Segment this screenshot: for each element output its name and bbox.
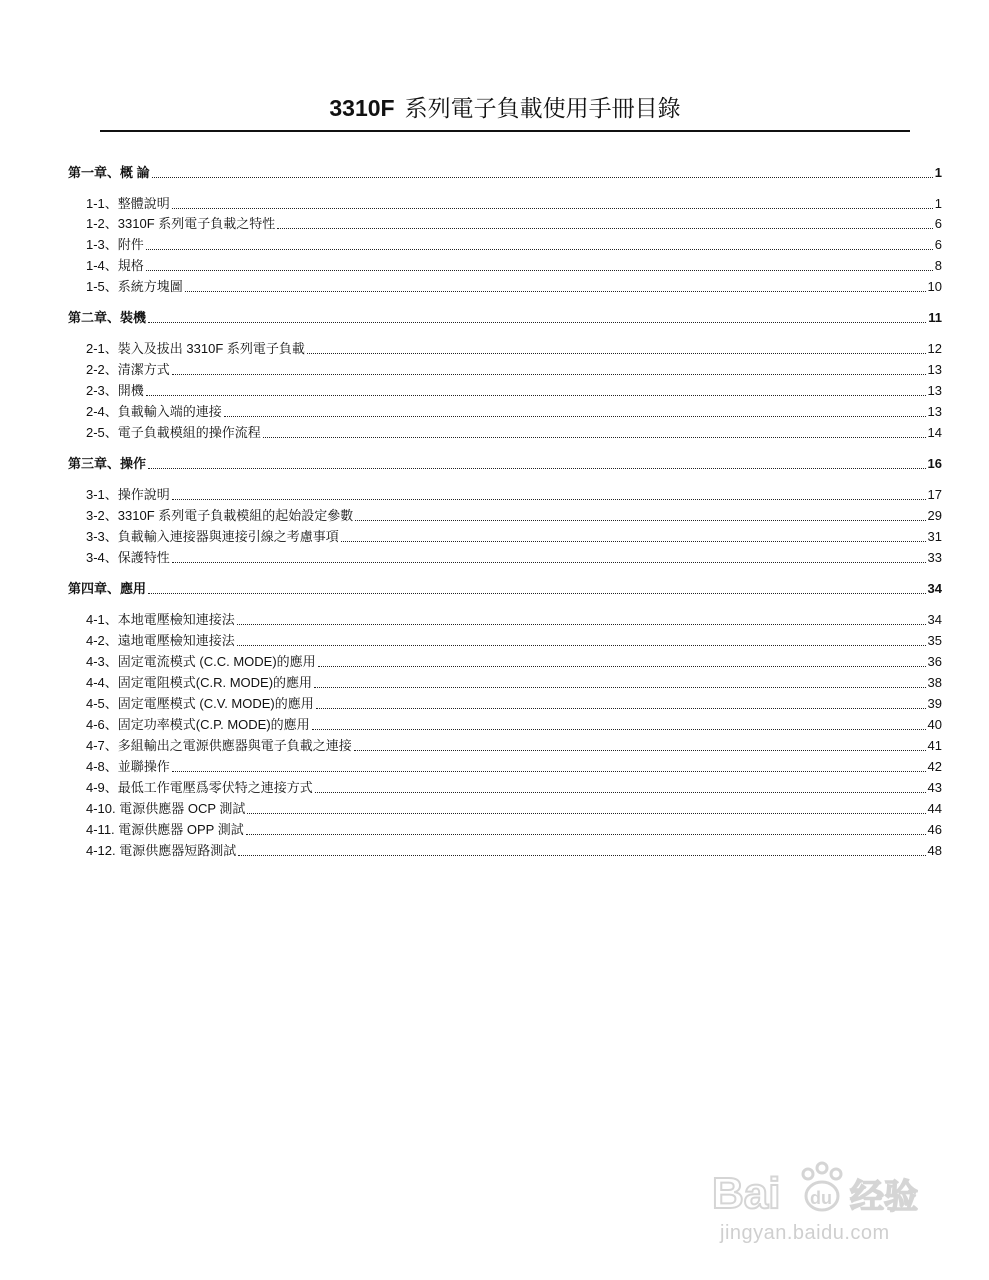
svg-text:du: du bbox=[810, 1188, 832, 1208]
baidu-jingyan-watermark bbox=[700, 1150, 930, 1260]
title-text: 系列電子負載使用手冊目錄 bbox=[404, 96, 681, 122]
toc-section-1-4[interactable] bbox=[86, 257, 942, 275]
toc-label: 1-2、3310F 系列電子負載之特性 bbox=[86, 216, 276, 231]
watermark-url: jingyan.baidu.com bbox=[720, 1222, 890, 1244]
toc-label: 4-8、並聯操作 bbox=[86, 759, 170, 774]
toc-label: 3-4、保護特性 bbox=[86, 550, 170, 565]
toc-section-4-2[interactable] bbox=[86, 632, 942, 650]
dot-leader bbox=[355, 520, 925, 521]
toc-page-number: 17 bbox=[927, 487, 942, 502]
toc-page-number: 41 bbox=[927, 738, 942, 753]
toc-page-number: 44 bbox=[927, 801, 942, 816]
toc-page-number: 16 bbox=[927, 456, 942, 471]
toc-section-3-3[interactable] bbox=[86, 528, 942, 546]
toc-label: 3-2、3310F 系列電子負載模組的起始設定參數 bbox=[86, 508, 354, 523]
dot-leader bbox=[277, 228, 933, 229]
toc-section-3-1[interactable] bbox=[86, 486, 942, 504]
toc-section-4-3[interactable] bbox=[86, 653, 942, 671]
toc-label: 第四章、應用 bbox=[68, 581, 147, 596]
toc-section-4-4[interactable] bbox=[86, 674, 942, 692]
toc-label: 4-7、多組輸出之電源供應器與電子負載之連接 bbox=[86, 738, 352, 753]
toc-page-number: 29 bbox=[927, 508, 942, 523]
dot-leader bbox=[318, 666, 926, 667]
baidu-paw-logo bbox=[710, 1160, 930, 1220]
dot-leader bbox=[148, 593, 926, 594]
dot-leader bbox=[172, 208, 933, 209]
toc-section-4-12[interactable] bbox=[86, 842, 942, 860]
toc-label: 2-2、清潔方式 bbox=[86, 362, 170, 377]
toc-section-4-6[interactable] bbox=[86, 716, 942, 734]
toc-page-number: 13 bbox=[927, 404, 942, 419]
toc-section-1-1[interactable] bbox=[86, 195, 942, 213]
dot-leader bbox=[224, 416, 926, 417]
toc-label: 3-3、負載輸入連接器與連接引線之考慮事項 bbox=[86, 529, 339, 544]
dot-leader bbox=[238, 855, 925, 856]
toc-label: 4-12. 電源供應器短路測試 bbox=[86, 843, 237, 858]
toc-label: 4-1、本地電壓檢知連接法 bbox=[86, 612, 235, 627]
toc-section-4-7[interactable] bbox=[86, 737, 942, 755]
dot-leader bbox=[148, 468, 926, 469]
toc-section-1-5[interactable] bbox=[86, 278, 942, 296]
dot-leader bbox=[307, 353, 926, 354]
toc-label: 3-1、操作說明 bbox=[86, 487, 170, 502]
dot-leader bbox=[316, 708, 926, 709]
svg-text:Bai: Bai bbox=[712, 1169, 781, 1218]
toc-page-number: 1 bbox=[934, 196, 942, 211]
toc-label: 第三章、操作 bbox=[68, 456, 147, 471]
toc-section-1-3[interactable] bbox=[86, 236, 942, 254]
toc-page-number: 40 bbox=[927, 717, 942, 732]
toc-page-number: 48 bbox=[927, 843, 942, 858]
toc-label: 2-1、裝入及拔出 3310F 系列電子負載 bbox=[86, 341, 305, 356]
toc-section-2-2[interactable] bbox=[86, 361, 942, 379]
dot-leader bbox=[172, 771, 926, 772]
toc-label: 4-5、固定電壓模式 (C.V. MODE)的應用 bbox=[86, 696, 314, 711]
toc-label: 4-10. 電源供應器 OCP 測試 bbox=[86, 801, 246, 816]
toc-chapter-2[interactable] bbox=[68, 309, 942, 327]
toc-section-4-10[interactable] bbox=[86, 800, 942, 818]
toc-page-number: 12 bbox=[927, 341, 942, 356]
toc-page-number: 46 bbox=[927, 822, 942, 837]
toc-section-3-4[interactable] bbox=[86, 549, 942, 567]
toc-label: 4-6、固定功率模式(C.P. MODE)的應用 bbox=[86, 717, 310, 732]
toc-page-number: 6 bbox=[934, 216, 942, 231]
toc-label: 4-2、遠地電壓檢知連接法 bbox=[86, 633, 235, 648]
toc-page-number: 33 bbox=[927, 550, 942, 565]
page-title bbox=[100, 92, 910, 125]
toc-page-number: 39 bbox=[927, 696, 942, 711]
toc-label: 1-4、規格 bbox=[86, 258, 144, 273]
toc-chapter-4[interactable] bbox=[68, 580, 942, 598]
dot-leader bbox=[246, 834, 926, 835]
toc-page-number: 10 bbox=[927, 279, 942, 294]
toc-label: 1-3、附件 bbox=[86, 237, 144, 252]
dot-leader bbox=[247, 813, 925, 814]
dot-leader bbox=[341, 541, 926, 542]
dot-leader bbox=[312, 729, 926, 730]
toc-section-4-11[interactable] bbox=[86, 821, 942, 839]
toc-label: 1-5、系統方塊圖 bbox=[86, 279, 183, 294]
toc-label: 4-4、固定電阻模式(C.R. MODE)的應用 bbox=[86, 675, 313, 690]
svg-text:经验: 经验 bbox=[850, 1177, 918, 1217]
toc-page-number: 13 bbox=[927, 362, 942, 377]
dot-leader bbox=[148, 322, 926, 323]
toc-page-number: 13 bbox=[927, 383, 942, 398]
title-model-code: 3310F bbox=[329, 95, 395, 121]
toc-label: 4-11. 電源供應器 OPP 測試 bbox=[86, 822, 244, 837]
dot-leader bbox=[237, 645, 926, 646]
toc-label: 第二章、裝機 bbox=[68, 310, 147, 325]
title-underline bbox=[100, 130, 910, 132]
toc-section-2-4[interactable] bbox=[86, 403, 942, 421]
toc-section-4-5[interactable] bbox=[86, 695, 942, 713]
dot-leader bbox=[314, 687, 925, 688]
toc-section-2-5[interactable] bbox=[86, 424, 942, 442]
toc-label: 2-3、開機 bbox=[86, 383, 144, 398]
toc-page-number: 34 bbox=[927, 612, 942, 627]
dot-leader bbox=[172, 562, 926, 563]
toc-page-number: 6 bbox=[934, 237, 942, 252]
toc-label: 4-9、最低工作電壓爲零伏特之連接方式 bbox=[86, 780, 313, 795]
toc-page-number: 43 bbox=[927, 780, 942, 795]
toc-page-number: 11 bbox=[928, 310, 942, 325]
toc-page-number: 31 bbox=[927, 529, 942, 544]
toc-page-number: 42 bbox=[927, 759, 942, 774]
dot-leader bbox=[172, 374, 926, 375]
dot-leader bbox=[152, 177, 933, 178]
toc-section-4-8[interactable] bbox=[86, 758, 942, 776]
toc-label: 2-5、電子負載模組的操作流程 bbox=[86, 425, 261, 440]
toc-page-number: 14 bbox=[927, 425, 942, 440]
dot-leader bbox=[185, 291, 926, 292]
toc-section-4-1[interactable] bbox=[86, 611, 942, 629]
toc-label: 第一章、概 論 bbox=[68, 165, 150, 180]
dot-leader bbox=[263, 437, 926, 438]
toc-label: 4-3、固定電流模式 (C.C. MODE)的應用 bbox=[86, 654, 316, 669]
dot-leader bbox=[237, 624, 926, 625]
toc-chapter-1[interactable] bbox=[68, 164, 942, 182]
toc-section-4-9[interactable] bbox=[86, 779, 942, 797]
toc-label: 2-4、負載輸入端的連接 bbox=[86, 404, 222, 419]
toc-page-number: 38 bbox=[927, 675, 942, 690]
toc-section-3-2[interactable] bbox=[86, 507, 942, 525]
dot-leader bbox=[146, 395, 926, 396]
dot-leader bbox=[354, 750, 926, 751]
toc-page-number: 35 bbox=[927, 633, 942, 648]
toc-page-number: 1 bbox=[934, 165, 942, 180]
toc-label: 1-1、整體說明 bbox=[86, 196, 170, 211]
toc-section-2-1[interactable] bbox=[86, 340, 942, 358]
toc-page-number: 34 bbox=[927, 581, 942, 596]
dot-leader bbox=[315, 792, 926, 793]
dot-leader bbox=[172, 499, 926, 500]
toc-chapter-3[interactable] bbox=[68, 455, 942, 473]
toc-page-number: 36 bbox=[927, 654, 942, 669]
toc-section-1-2[interactable] bbox=[86, 215, 942, 233]
toc-section-2-3[interactable] bbox=[86, 382, 942, 400]
toc-page-number: 8 bbox=[934, 258, 942, 273]
dot-leader bbox=[146, 270, 933, 271]
dot-leader bbox=[146, 249, 933, 250]
